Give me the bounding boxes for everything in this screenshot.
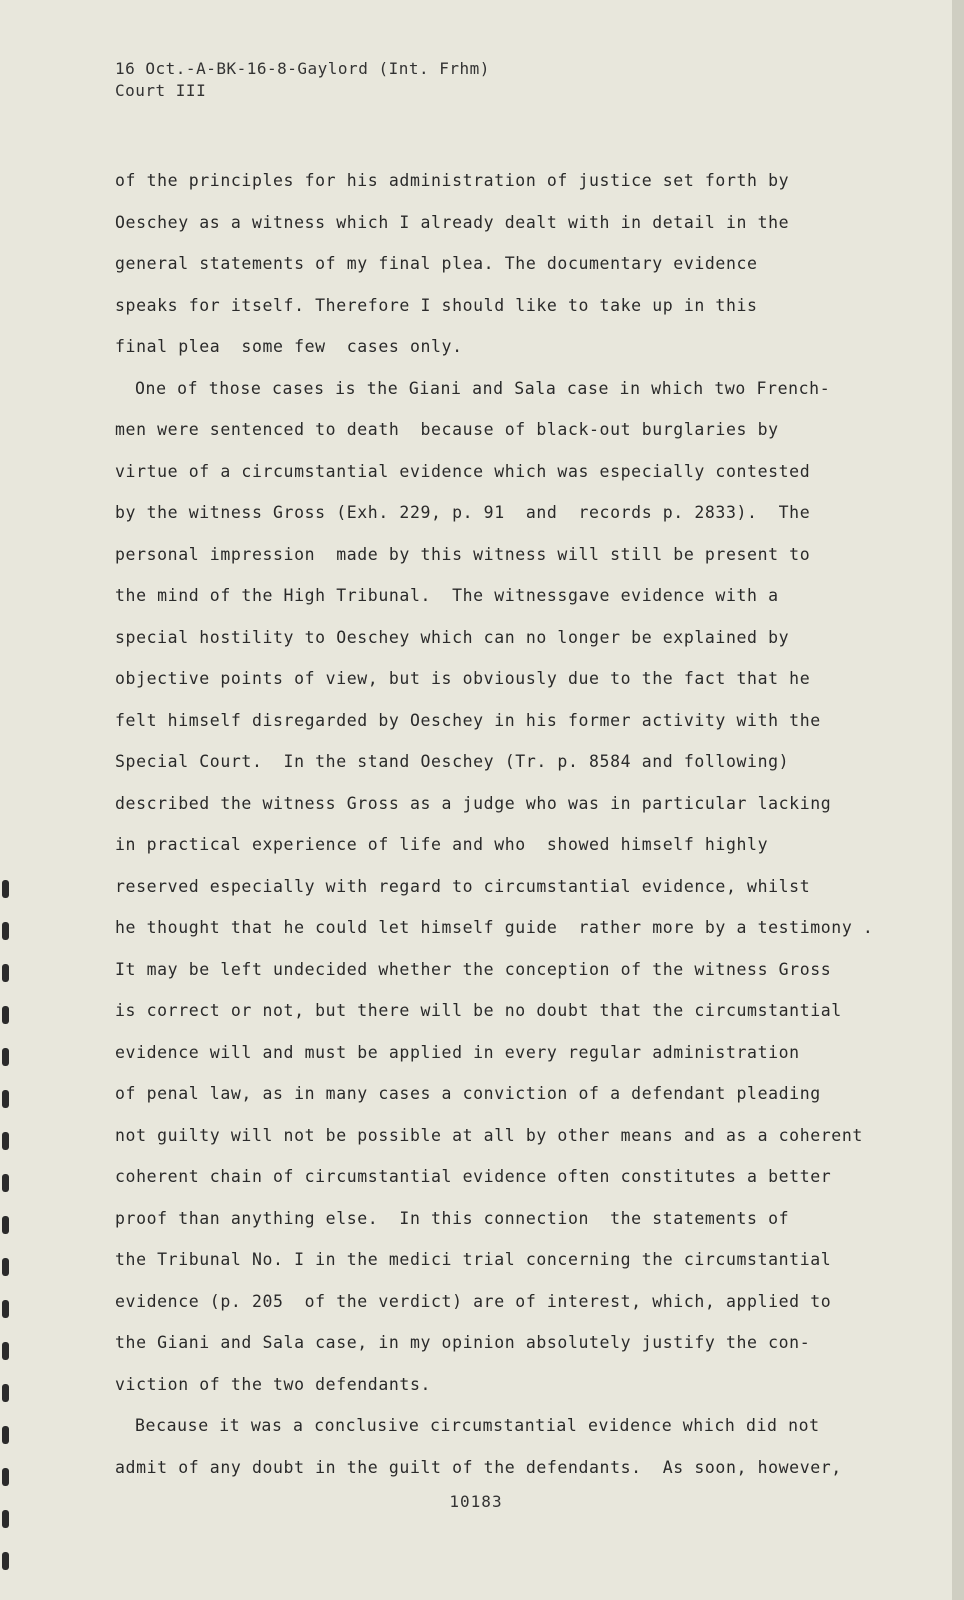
page-number: 10183: [449, 1492, 503, 1511]
text-line: in practical experience of life and who showed himself highly: [115, 835, 769, 854]
text-line: evidence will and must be applied in every regular administration: [115, 1042, 800, 1062]
text-line: not guilty will not be possible at all by other means and as a coherent: [115, 1125, 863, 1145]
scan-edge: [952, 0, 964, 1600]
text-line: special hostility to Oeschey which can no longer be explained by: [115, 627, 790, 647]
text-line: It may be left undecided whether the conception of the witness Gross: [115, 959, 832, 979]
text-line: the mind of the High Tribunal. The witnessgave evidence with a: [115, 586, 779, 605]
text-line: he thought that he could let himself guide rather more by a testimony .: [115, 918, 874, 937]
text-line: objective points of view, but is obviously due to the fact that he: [115, 669, 811, 688]
text-line: personal impression made by this witness will still be present to: [115, 544, 811, 564]
text-line: general statements of my final plea. The documentary evidence: [115, 254, 758, 273]
text-line: reserved especially with regard to circumstantial evidence, whilst: [115, 876, 811, 896]
text-line: described the witness Gross as a judge who was in particular lacking: [115, 793, 832, 813]
text-line: admit of any doubt in the guilt of the defendants. As soon, however,: [115, 1457, 842, 1477]
document-body: [115, 160, 874, 1488]
text-line: men were sentenced to death because of black-out burglaries by: [115, 420, 779, 439]
paragraph-start-line: Because it was a conclusive circumstantial evidence which did not: [135, 1416, 820, 1435]
text-line: Oeschey as a witness which I already dealt with in detail in the: [115, 212, 790, 232]
text-line: evidence (p. 205 of the verdict) are of interest, which, applied to: [115, 1291, 832, 1311]
text-line: the Giani and Sala case, in my opinion absolutely justify the con-: [115, 1333, 811, 1352]
text-line: coherent chain of circumstantial evidence often constitutes a better: [115, 1167, 832, 1186]
text-line: viction of the two defendants.: [115, 1374, 432, 1394]
text-line: proof than anything else. In this connection the statements of: [115, 1208, 790, 1228]
text-line: virtue of a circumstantial evidence which was especially contested: [115, 461, 811, 481]
text-line: is correct or not, but there will be no doubt that the circumstantial: [115, 1001, 842, 1020]
text-line: speaks for itself. Therefore I should like to take up in this: [115, 295, 758, 315]
header-court: Court III: [115, 81, 207, 100]
text-line: Special Court. In the stand Oeschey (Tr. p. 8584 and following): [115, 752, 790, 771]
text-line: final plea some few cases only.: [115, 337, 463, 356]
document-header: [115, 58, 490, 102]
text-line: by the witness Gross (Exh. 229, p. 91 and records p. 2833). The: [115, 503, 811, 522]
text-line: of penal law, as in many cases a conviction of a defendant pleading: [115, 1084, 821, 1103]
binding-holes: [0, 880, 12, 1600]
paragraph-start-line: One of those cases is the Giani and Sala case in which two French-: [135, 378, 831, 398]
header-reference: 16 Oct.-A-BK-16-8-Gaylord (Int. Frhm): [115, 59, 490, 78]
text-line: felt himself disregarded by Oeschey in his former activity with the: [115, 710, 821, 730]
text-line: the Tribunal No. I in the medici trial concerning the circumstantial: [115, 1250, 832, 1269]
text-line: of the principles for his administration of justice set forth by: [115, 171, 790, 190]
